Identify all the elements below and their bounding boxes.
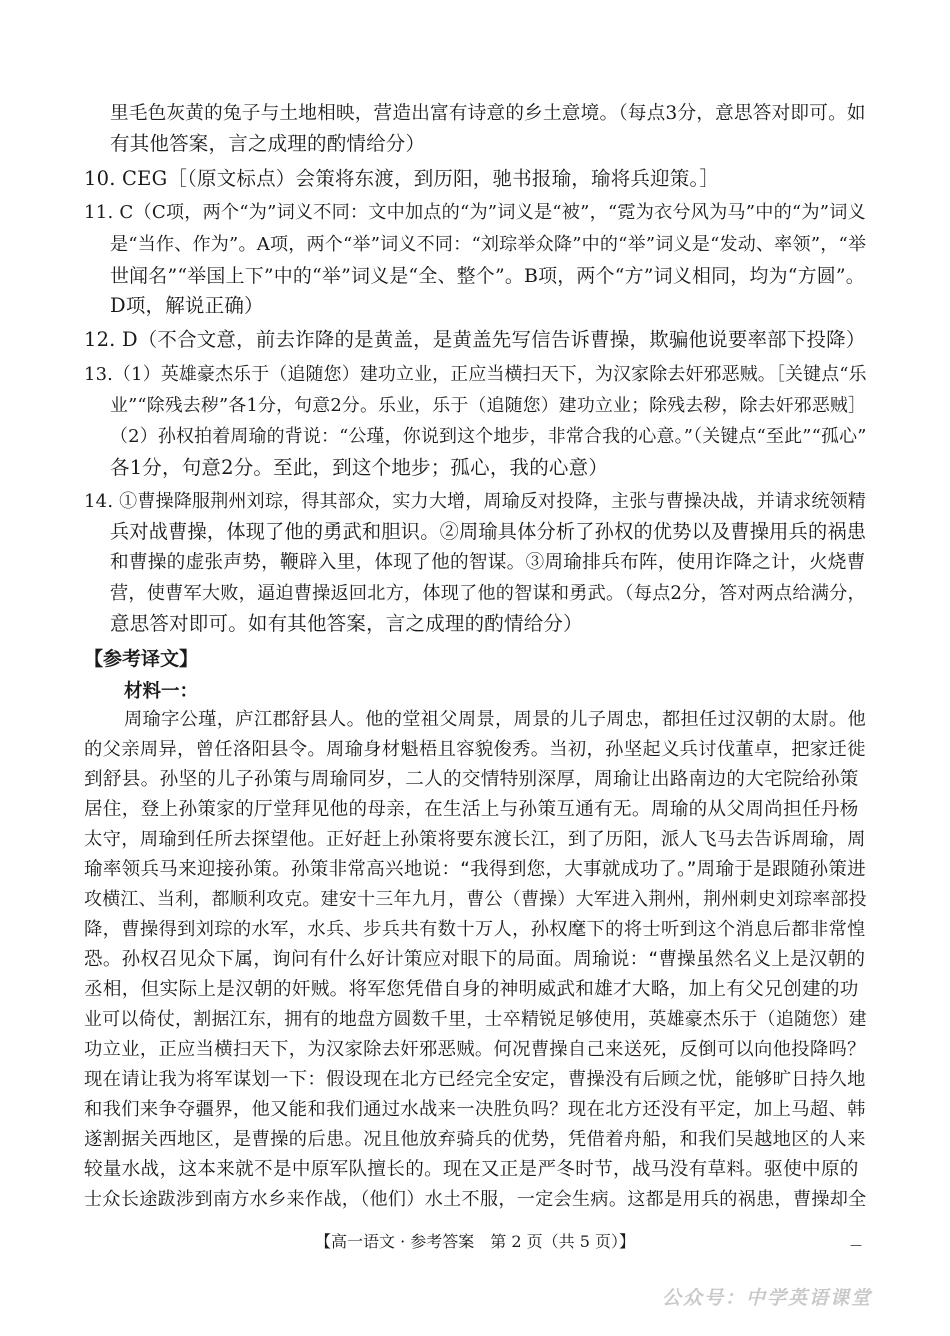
translation-line: 业可以倚仗，割据江东，拥有的地盘方圆数千里，士卒精锐足够使用，英雄豪杰乐于（追随您）建 (84, 1009, 867, 1030)
translation-line: 士众长途跋涉到南方水乡来作战，（他们）水土不服，一定会生病。这都是用兵的祸患，曹操却全 (84, 1189, 867, 1210)
answer-line: 里毛色灰黄的兔子与土地相映，营造出富有诗意的乡土意境。（每点3分，意思答对即可。如 (110, 103, 866, 124)
translation-line: 到舒县。孙坚的儿子孙策与周瑜同岁，二人的交情特别深厚，周瑜让出路南边的大宅院给孙策 (84, 769, 859, 790)
section-heading: 【参考译文】 (84, 648, 199, 670)
translation-line: 瑜率领兵马来迎接孙策。孙策非常高兴地说：“我得到您，大事就成功了。”周瑜于是跟随孙策进 (84, 859, 866, 880)
translation-line: 丞相，但实际上是汉朝的奸贼。将军您凭借自身的神明威武和雄才大略，加上有父兄创建的功 (84, 979, 859, 1000)
translation-line: 的父亲周异，曾任洛阳县令。周瑜身材魁梧且容貌俊秀。当初，孙坚起义兵讨伐董卓，把家迁徙 (84, 739, 866, 760)
answer-line: 世闻名”“举国上下”中的“举”词义是“全、整个”。B项，两个“方”词义相同，均为“方圆”。 (110, 265, 865, 287)
answer-line: 和曹操的虚张声势，鞭辟入里，体现了他的智谋。③周瑜排兵布阵，使用诈降之计，火烧曹 (110, 552, 866, 573)
translation-line: 居住，登上孙策家的厅堂拜见他的母亲，在生活上与孙策互通有无。周瑜的从父周尚担任丹杨 (84, 799, 859, 820)
answer-line: 意思答对即可。如有其他答案，言之成理的酌情给分） (110, 612, 583, 635)
answer-line: （2）孙权拍着周瑜的背说：“公瑾，你说到这个地步，非常合我的心意。”（关键点“至此”“孤心” (110, 426, 867, 447)
answer-line: 10. CEG［（原文标点）会策将东渡，到历阳，驰书报瑜，瑜将兵迎策。］ (84, 167, 720, 190)
translation-line: 攻横江、当利，都顺利攻克。建安十三年九月，曹公（曹操）大军进入荆州，荆州刺史刘琮率部投 (84, 889, 867, 910)
page-footer: 【高一语文 · 参考答案 第 2 页（共 5 页）】 (315, 1232, 635, 1251)
translation-line: 恐。孙权召见众下属，询问有什么好计策应对眼下的局面。周瑜说：“曹操虽然名义上是汉朝的 (84, 949, 866, 970)
answer-line: D项，解说正确） (110, 294, 264, 317)
footer-mark: — (850, 1238, 862, 1252)
answer-line: 各1分，句意2分。至此，到这个地步；孤心，我的心意） (110, 456, 609, 479)
answer-line: 兵对战曹操，体现了他的勇武和胆识。②周瑜具体分析了孙权的优势以及曹操用兵的祸患 (110, 520, 867, 543)
translation-line: 太守，周瑜到任所去探望他。正好赶上孙策将要东渡长江，到了历阳，派人飞马去告诉周瑜，周 (84, 829, 866, 850)
material-label: 材料一： (124, 681, 199, 702)
translation-line: 和我们来争夺疆界，他又能和我们通过水战来一决胜负吗？现在北方还没有平定，加上马超、韩 (84, 1099, 866, 1120)
translation-line: 降，曹操得到刘琮的水军，水兵、步兵共有数十万人，孙权麾下的将士听到这个消息后都非常惶 (84, 919, 866, 940)
translation-line: 较量水战，这本来就不是中原军队擅长的。现在又正是严冬时节，战马没有草料。驱使中原的 (84, 1159, 859, 1180)
answer-line: 是“当作、作为”。A项，两个“举”词义不同：“刘琮举众降”中的“举”词义是“发动、率领”，“举 (110, 234, 867, 255)
answer-line: 12. D（不合文意，前去诈降的是黄盖，是黄盖先写信告诉曹操，欺骗他说要率部下投降） (84, 328, 866, 351)
answer-line: 业”“除残去秽”各1分，句意2分。乐业，乐于（追随您）建功立业；除残去秽，除去奸邪恶贼］ (110, 395, 867, 416)
translation-line: 功立业，正应当横扫天下，为汉家除去奸邪恶贼。何况曹操自己来送死，反倒可以向他投降吗？ (84, 1039, 866, 1060)
watermark: 公众号：中学英语课堂 (661, 1287, 872, 1309)
answer-line: 有其他答案，言之成理的酌情给分） (110, 132, 426, 155)
translation-line: 周瑜字公瑾，庐江郡舒县人。他的堂祖父周景，周景的儿子周忠，都担任过汉朝的太尉。他 (124, 709, 866, 730)
answer-line: 13.（1）英雄豪杰乐于（追随您）建功立业，正应当横扫天下，为汉家除去奸邪恶贼。［关键点“乐 (84, 364, 867, 385)
answer-line: 营，使曹军大败，逼迫曹操返回北方，体现了他的智谋和勇武。（每点2分，答对两点给满分， (110, 583, 866, 604)
translation-line: 现在请让我为将军谋划一下：假设现在北方已经完全安定，曹操没有后顾之忧，能够旷日持久地 (84, 1069, 866, 1090)
answer-line: 11. C（C项，两个“为”词义不同：文中加点的“为”词义是“被”，“霓为衣兮风为马”中的“为”词义 (84, 202, 866, 223)
answer-line: 14. ①曹操降服荆州刘琮，得其部众，实力大增，周瑜反对投降，主张与曹操决战，并请求统领精 (84, 491, 867, 512)
translation-line: 遂割据关西地区，是曹操的后患。况且他放弃骑兵的优势，凭借着舟船，和我们吴越地区的人来 (84, 1129, 866, 1150)
